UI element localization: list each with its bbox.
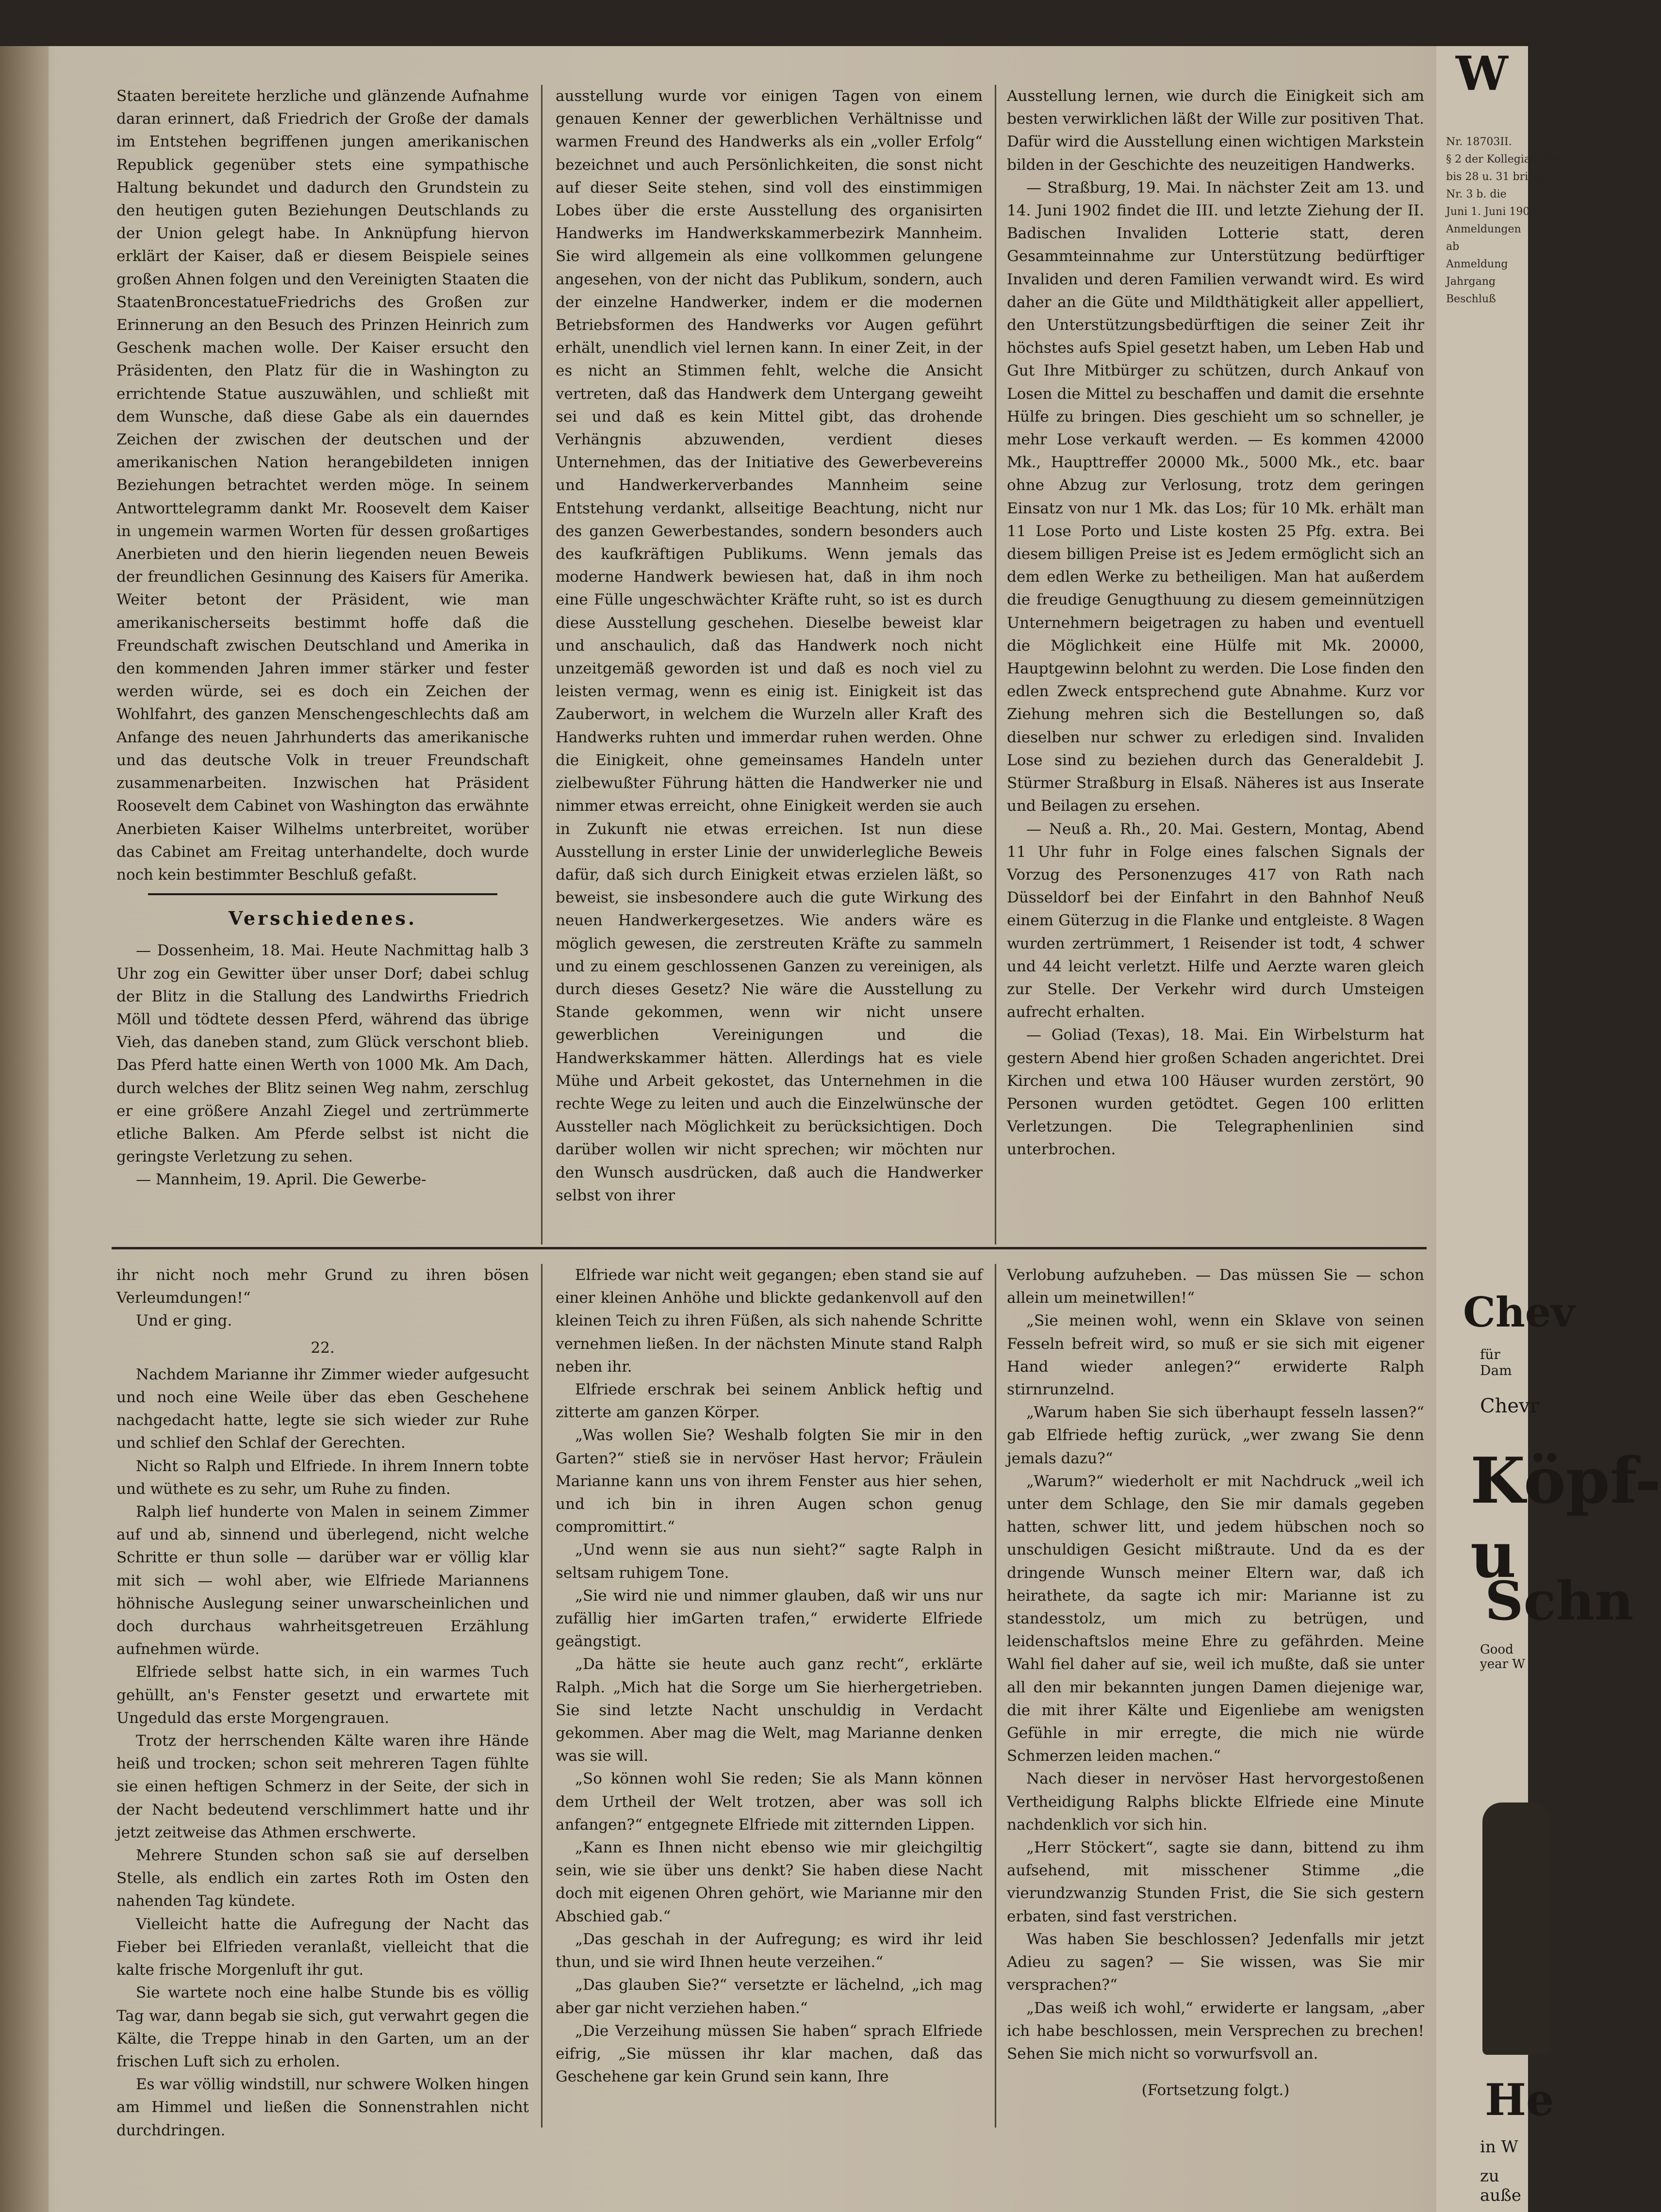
top-column-2 (556, 85, 983, 1249)
story-paragraph: Nach dieser in nervöser Hast hervorgestoßenen Vertheidigung Ralphs blickte Elfriede eine Minute nachdenklich vor sich hin. (1007, 1770, 1424, 1834)
story-paragraph: „Da hätte sie heute auch ganz recht“, erklärte Ralph. „Mich hat die Sorge um Sie hierhergetrieben. Sie sind letzte Nacht unschuldig in Verdacht gekommen. Aber mag die Welt, mag Marianne denken was sie will. (556, 1655, 983, 1765)
story-paragraph: Trotz der herrschenden Kälte waren ihre Hände heiß und trocken; schon seit mehreren Tagen fühlte sie einen heftigen Schmerz in der Seite, der sich in der Nacht bedeutend verschlimmert hatte und ihr jetzt zeitweise das Athmen erschwerte. (116, 1732, 529, 1841)
story-paragraph: „Die Verzeihung müssen Sie haben“ sprach Elfriede eifrig, „Sie müssen ihr klar machen, daß das Geschehene gar kein Grund sein kann, Ihre (556, 2022, 983, 2086)
bottom-column-1 (116, 1264, 529, 2137)
article-paragraph: — Dossenheim, 18. Mai. Heute Nachmittag halb 3 Uhr zog ein Gewitter über unser Dorf; dabei schlug der Blitz in die Stallung des Landwirths Friedrich Möll und tödtete dessen Pferd, während das übrige Vieh, das daneben stand, zum Glück verschont blieb. Das Pferd hatte einen Werth von 1000 Mk. Am Dach, durch welches der Blitz seinen Weg nahm, zerschlug er eine größere Anzahl Ziegel und zertrümmerte etliche Balken. Am Pferde selbst ist nicht die geringste Verletzung zu sehen. (116, 942, 529, 1166)
story-paragraph: ihr nicht noch mehr Grund zu ihren bösen Verleumdungen!“ (116, 1266, 529, 1307)
story-paragraph: „Sie meinen wohl, wenn ein Sklave von seinen Fesseln befreit wird, so muß er sie sich mit eigener Hand wieder anlegen?“ erwiderte Ralph stirnrunzelnd. (1007, 1312, 1424, 1399)
column-rule (541, 1264, 543, 2128)
story-paragraph: „So können wohl Sie reden; Sie als Mann können dem Urtheil der Welt trotzen, aber was soll ich anfangen?“ entgegnete Elfriede mit zitternden Lippen. (556, 1770, 983, 1834)
story-paragraph: Es war völlig windstill, nur schwere Wolken hingen am Himmel und ließen die Sonnenstrahlen nicht durchdringen. (116, 2076, 529, 2139)
bottom-column-2 (556, 1264, 983, 2137)
article-paragraph: — Mannheim, 19. April. Die Gewerbe- (136, 1171, 427, 1189)
adjacent-line: Jahrgang (1446, 276, 1496, 288)
advert-subline: Chevr (1480, 1395, 1539, 1417)
advert-big-text: He (1485, 2074, 1554, 2126)
newspaper-page (0, 46, 1661, 2212)
adjacent-notice-text (1446, 133, 1640, 308)
section-heading: Verschiedenes. (228, 907, 417, 930)
story-paragraph: Was haben Sie beschlossen? Jedenfalls mir jetzt Adieu zu sagen? — Sie wissen, was Sie mir versprachen?“ (1007, 1930, 1424, 1994)
chapter-number: 22. (311, 1339, 335, 1357)
story-paragraph: Elfriede erschrak bei seinem Anblick heftig und zitterte am ganzen Körper. (556, 1381, 983, 1422)
advert-big-text: Köpf- u (1470, 1443, 1661, 1592)
article-paragraph: ausstellung wurde vor einigen Tagen von einem genauen Kenner der gewerblichen Verhältnisse und warmen Freund des Handwerks als ein „voller Erfolg“ bezeichnet und auch Persönlichkeiten, die sonst nicht auf dieser Seite stehen, sind voll des einstimmigen Lobes über die erste Ausstellung des organisirten Handwerks im Handwerkskammerbezirk Mannheim. Sie wird allgemein als eine vollkommen gelungene angesehen, von der nicht das Publikum, sondern, auch der einzelne Handwerker, indem er die modernen Betriebsformen des Handwerks vor Augen geführt erhält, unendlich viel lernen kann. In einer Zeit, in der es nicht an Stimmen fehlt, welche die Ansicht vertreten, daß das Handwerk dem Untergang geweiht sei und daß es kein Mittel gibt, das drohende Verhängnis abzuwenden, verdient dieses Unternehmen, das der Initiative des Gewerbevereins und Handwerkerverbandes Mannheim seine Entstehung verdankt, allseitige Beachtung, nicht nur des ganzen Gewerbestandes, sondern besonders auch des kaufkräftigen Publikums. Wenn jemals das moderne Handwerk bewiesen hat, daß in ihm noch eine Fülle ungeschwächter Kräfte ruht, so ist es durch diese Ausstellung geschehen. Dieselbe beweist klar und anschaulich, daß das Handwerk noch nicht unzeitgemäß geworden ist und daß es noch viel zu leisten vermag, wenn es einig ist. Einigkeit ist das Zauberwort, in welchem die Wurzeln aller Kraft des Handwerks ruhten und immerdar ruhen werden. Ohne die Einigkeit, ohne gemeinsames Handeln unter zielbewußter Führung hätten die Handwerker nie und nimmer etwas erreicht, ohne Einigkeit werden sie auch in Zukunft nie etwas erreichen. Ist nun diese Ausstellung in erster Linie der unwiderlegliche Beweis dafür, daß sich durch Einigkeit etwas erzielen läßt, so beweist, sie insbesondere auch die gute Wirkung des neuen Handwerkergesetzes. Wie anders wäre es möglich gewesen, die zerstreuten Kräfte zu sammeln und zu einem geschlossenen Ganzen zu vereinigen, als durch dieses Gesetz? Nie wäre die Ausstellung zu Stande gekommen, wenn wir nicht unsere gewerblichen Vereinigungen und die Handwerkskammer hätten. Allerdings hat es viele Mühe und Arbeit gekostet, das Unternehmen in die rechte Wege zu leiten und auch die Einzelwünsche der Aussteller nach Möglichkeit zu berücksichtigen. Doch darüber wollen wir nicht sprechen; wir möchten nur den Wunsch ausdrücken, daß auch die Handwerker selbst von ihrer (556, 87, 983, 1204)
article-paragraph: — Goliad (Texas), 18. Mai. Ein Wirbelsturm hat gestern Abend hier großen Schaden angerichtet. Drei Kirchen und etwa 100 Häuser wurden zerstört, 90 Personen wurden getödtet. Gegen 100 erlitten Verletzungen. Die Telegraphenlinien sind unterbrochen. (1007, 1026, 1424, 1159)
story-paragraph: Und er ging. (136, 1312, 232, 1330)
story-paragraph: Elfriede selbst hatte sich, in ein warmes Tuch gehüllt, an's Fenster gesetzt und erwartete mit Ungeduld das erste Morgengrauen. (116, 1663, 529, 1727)
story-paragraph: Ralph lief hunderte von Malen in seinem Zimmer auf und ab, sinnend und überlegend, nicht welche Schritte er thun solle — darüber war er völlig klar mit sich — wohl aber, wie Elfriede Mariannens höhnische Auslegung seiner unwarscheinlichen und doch durchaus wahrheitsgetreuen Erzählung aufnehmen würde. (116, 1503, 529, 1658)
advert-big-text: Schn (1485, 1570, 1634, 1632)
article-paragraph: — Neuß a. Rh., 20. Mai. Gestern, Montag, Abend 11 Uhr fuhr in Folge eines falschen Signals der Vorzug des Personenzuges 417 von Rath nach Düsseldorf bei der Einfahrt in den Bahnhof Neuß einem Güterzug in die Flanke und entgleiste. 8 Wagen wurden zertrümmert, 1 Reisender ist todt, 4 schwer und 44 leicht verletzt. Hilfe und Aerzte waren gleich zur Stelle. Der Verkehr wird durch Umsteigen aufrecht erhalten. (1007, 820, 1424, 1021)
column-rule (541, 85, 543, 1245)
story-paragraph: „Warum?“ wiederholt er mit Nachdruck „weil ich unter dem Schlage, den Sie mir damals gegeben hatten, schwer litt, und jedem hübschen noch so unschuldigen Gesicht mißtraute. Und da es der dringende Wunsch meiner Eltern war, daß ich heirathete, da sagte ich mir: Marianne ist zu standesstolz, um mich zu betrügen, und leidenschaftslos meine Ehre zu gefährden. Meine Wahl fiel daher auf sie, weil ich mußte, daß sie unter all den mir bekannten jungen Damen diejenige war, die mit ihrer Kälte und Eigenliebe am wenigsten Gefühle in mir erregte, die mich nie würde Schmerzen leiden machen.“ (1007, 1472, 1424, 1765)
story-paragraph: „Herr Stöckert“, sagte sie dann, bittend zu ihm aufsehend, mit misschener Stimme „die vierundzwanzig Stunden Frist, die Sie sich gestern erbaten, sind fast verstrichen. (1007, 1839, 1424, 1925)
story-paragraph: „Sie wird nie und nimmer glauben, daß wir uns nur zufällig hier imGarten trafen,“ erwiderte Elfriede geängstigt. (556, 1587, 983, 1651)
story-paragraph: Verlobung aufzuheben. — Das müssen Sie — schon allein um meinetwillen!“ (1007, 1266, 1424, 1307)
adjacent-line: Beschluß (1446, 293, 1496, 305)
adjacent-line: § 2 der Kollegiats-Verord (1446, 153, 1580, 165)
article-paragraph: Staaten bereitete herzliche und glänzende Aufnahme daran erinnert, daß Friedrich der Große der damals im Entstehen begriffenen jungen amerikanischen Republick gegenüber stets eine sympathische Haltung bekundet und dadurch den Grundstein zu den heutigen guten Beziehungen Deutschlands zu der Union gelegt habe. In Anknüpfung hiervon erklärt der Kaiser, daß er diesem Beispiele seines großen Ahnen folgen und den Vereinigten Staaten die StaatenBroncestatueFriedrichs des Großen zur Erinnerung an den Besuch des Prinzen Heinrich zum Geschenk machen wolle. Der Kaiser ersucht den Präsidenten, den Platz für die in Washington zu errichtende Statue auszuwählen, und schließt mit dem Wunsche, daß diese Gabe als ein dauerndes Zeichen der zwischen der deutschen und der amerikanischen Nation herangebildeten innigen Beziehungen betrachtet werden möge. In seinem Antworttelegramm dankt Mr. Roosevelt dem Kaiser in ungemein warmen Worten für dessen großartiges Anerbieten und den hierin liegenden neuen Beweis der freundlichen Gesinnung des Kaisers für Amerika. Weiter betont der Präsident, wie man amerikanischerseits bestimmt hoffe daß die Freundschaft zwischen Deutschland und Amerika in den kommenden Jahren immer stärker und fester werden würde, sei es doch ein Zeichen der Wohlfahrt, des ganzen Menschengeschlechts daß am Anfange des neuen Jahrhunderts das amerikanische und das deutsche Volk in treuer Freundschaft zusammenarbeiten. Inzwischen hat Präsident Roosevelt dem Cabinet von Washington das erwähnte Anerbieten Kaiser Wilhelms unterbreitet, worüber das Cabinet am Freitag unterhandelte, doch wurde noch kein bestimmter Beschluß gefaßt. (116, 87, 529, 884)
story-paragraph: „Was wollen Sie? Weshalb folgten Sie mir in den Garten?“ stieß sie in nervöser Hast hervor; Fräulein Marianne kann uns von ihrem Fenster aus hier sehen, und ich bin in ihren Augen schon genug compromittirt.“ (556, 1426, 983, 1536)
advert-subline: zu auße (1480, 2166, 1521, 2205)
adjacent-line: Juni 1. Juni 1902 (1446, 206, 1537, 218)
top-column-3 (1007, 85, 1424, 1249)
story-paragraph: Mehrere Stunden schon saß sie auf derselben Stelle, als endlich ein zartes Roth im Osten den nahenden Tag kündete. (116, 1847, 529, 1910)
adjacent-heading: W (1456, 46, 1508, 101)
section-divider (148, 893, 497, 895)
story-paragraph: „Das glauben Sie?“ versetzte er lächelnd, „ich mag aber gar nicht verziehen haben.“ (556, 1976, 983, 2017)
story-paragraph: Nicht so Ralph und Elfriede. In ihrem Innern tobte und wüthete es zu sehr, um Ruhe zu finden. (116, 1457, 529, 1498)
story-paragraph: „Und wenn sie aus nun sieht?“ sagte Ralph in seltsam ruhigem Tone. (556, 1541, 983, 1582)
story-paragraph: Vielleicht hatte die Aufregung der Nacht das Fieber bei Elfrieden veranlaßt, vielleicht that die kalte frische Morgenluft ihr gut. (116, 1915, 529, 1979)
continuation-note: (Fortsetzung folgt.) (1141, 2081, 1290, 2099)
story-paragraph: „Das geschah in der Aufregung; es wird ihr leid thun, und sie wird Ihnen heute verzeihen.“ (556, 1930, 983, 1971)
advert-bottle-image (1482, 1802, 1550, 2055)
advert-heading: Chev (1463, 1288, 1575, 1336)
advert-subline: für Dam (1480, 1346, 1512, 1378)
story-paragraph: Nachdem Marianne ihr Zimmer wieder aufgesucht und noch eine Weile über das eben Geschehene nachgedacht hatte, legte sie sich wieder zur Ruhe und schlief den Schlaf der Gerechten. (116, 1365, 529, 1452)
adjacent-line: bis 28 u. 31 bringen w (1446, 171, 1568, 183)
adjacent-line: ab (1446, 241, 1460, 253)
top-column-1 (116, 85, 529, 1249)
story-paragraph: „Das weiß ich wohl,“ erwiderte er langsam, „aber ich habe beschlossen, mein Versprechen zu brechen! Sehen Sie mich nicht so vorwurfsvoll an. (1007, 1999, 1424, 2063)
page-edge-shadow (0, 46, 49, 2212)
adjacent-page-edge (1436, 46, 1661, 2212)
adjacent-line: Nr. 18703II. (1446, 136, 1512, 148)
column-rule (995, 1264, 996, 2128)
story-paragraph: „Kann es Ihnen nicht ebenso wie mir gleichgiltig sein, wie sie über uns denkt? Sie haben diese Nacht doch mit eigenen Ohren gehört, wie Marianne mir den Abschied gab.“ (556, 1839, 983, 1925)
column-rule (995, 85, 996, 1245)
story-paragraph: „Warum haben Sie sich überhaupt fesseln lassen?“ gab Elfriede heftig zurück, „wer zwang Sie denn jemals dazu?“ (1007, 1404, 1424, 1467)
adjacent-line: Anmeldungen (1446, 223, 1521, 235)
adjacent-line: Anmeldung (1446, 258, 1508, 270)
advert-subline: in W (1480, 2137, 1518, 2157)
advert-subline: Good year W (1480, 1642, 1525, 1671)
feuilleton-divider (112, 1247, 1427, 1249)
bottom-column-3 (1007, 1264, 1424, 2137)
story-paragraph: Elfriede war nicht weit gegangen; eben stand sie auf einer kleinen Anhöhe und blickte gedankenvoll auf den kleinen Teich zu ihren Füßen, als sich nahende Schritte vernehmen ließen. In der nächsten Minute stand Ralph neben ihr. (556, 1266, 983, 1376)
article-paragraph: — Straßburg, 19. Mai. In nächster Zeit am 13. und 14. Juni 1902 findet die III. und letzte Ziehung der II. Badischen Invaliden Lotterie statt, deren Gesammteinnahme zur Unterstützung bedürftiger Invaliden und deren Familien verwandt wird. Es wird daher an die Güte und Mildthätigkeit aller appelliert, den Unterstützungsbedürftigen die seiner Zeit ihr höchstes aufs Spiel gesetzt haben, um Leben Hab und Gut Ihre Mitbürger zu schützen, durch Ankauf von Losen die Mittel zu beschaffen und damit die ersehnte Hülfe zu bringen. Dies geschieht um so schneller, je mehr Lose verkauft werden. — Es kommen 42000 Mk., Haupttreffer 20000 Mk., 5000 Mk., etc. baar ohne Abzug zur Verlosung, trotz dem geringen Einsatz von nur 1 Mk. das Los; für 10 Mk. erhält man 11 Lose Porto und Liste kosten 25 Pfg. extra. Bei diesem billigen Preise ist es Jedem ermöglicht sich an dem edlen Werke zu betheiligen. Man hat außerdem die freudige Genugthuung zu diesem gemeinnützigen Unternehmern beigetragen zu haben und eventuell die Möglichkeit eine Hülfe mit Mk. 20000, Hauptgewinn belohnt zu werden. Die Lose finden den edlen Zweck entsprechend gute Abnahme. Kurz vor Ziehung mehren sich die Bestellungen so, daß dieselben nur schwer zu erledigen sind. Invaliden Lose sind zu beziehen durch das Generaldebit J. Stürmer Straßburg in Elsaß. Näheres ist aus Inserate und Beilagen zu ersehen. (1007, 179, 1424, 815)
adjacent-line: Nr. 3 b. die (1446, 188, 1507, 200)
story-paragraph: Sie wartete noch eine halbe Stunde bis es völlig Tag war, dann begab sie sich, gut verwahrt gegen die Kälte, die Treppe hinab in den Garten, um an der frischen Luft sich zu erholen. (116, 1984, 529, 2070)
article-paragraph: Ausstellung lernen, wie durch die Einigkeit sich am besten verwirklichen läßt der Wille zur positiven That. Dafür wird die Ausstellung einen wichtigen Markstein bilden in der Geschichte des neuzeitigen Handwerks. (1007, 87, 1424, 174)
